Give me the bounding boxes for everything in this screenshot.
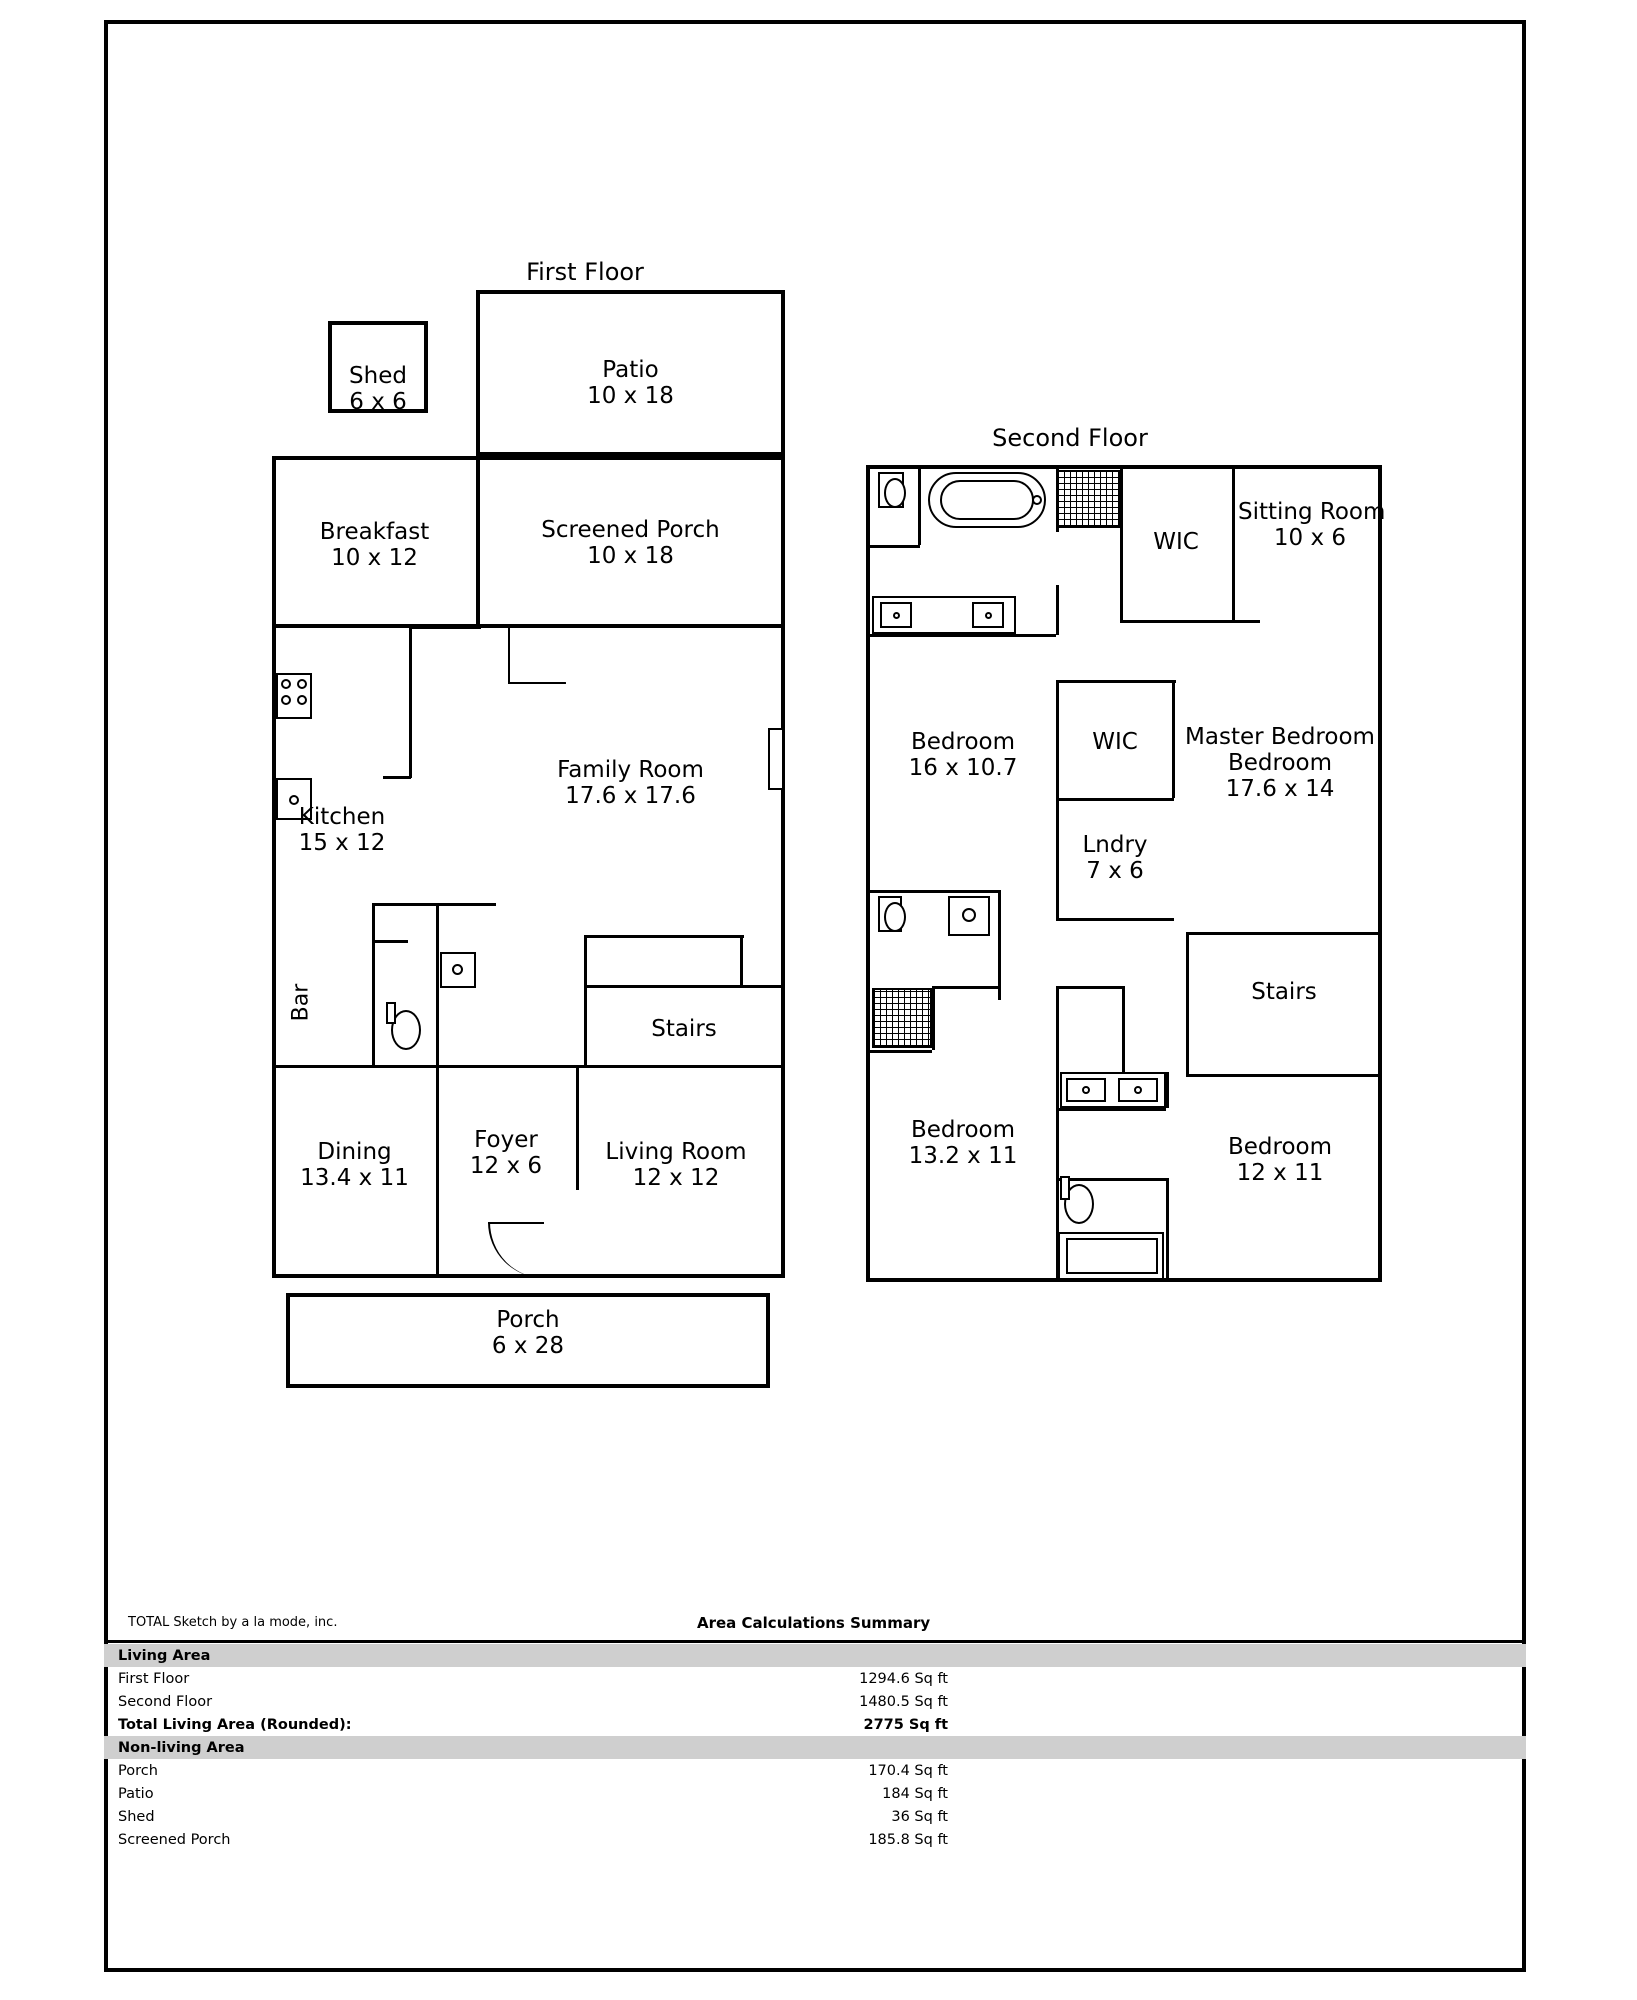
wall-wc-right (918, 467, 921, 545)
wall-breakfast-bottom (272, 624, 785, 628)
vanity-drain-icon (1134, 1086, 1142, 1094)
wall-bath-right-upper (1056, 468, 1059, 532)
summary-row: Patio 184 Sq ft (118, 1785, 948, 1802)
room-label-bedroom-3: Bedroom 12 x 11 (1227, 1134, 1333, 1186)
window-icon (768, 728, 784, 790)
toilet-icon (884, 902, 906, 932)
wall-kitchen-top-stub (409, 626, 481, 629)
stove-burner-icon (297, 679, 307, 689)
summary-heading-living: Living Area (104, 1644, 1526, 1667)
room-label-sitting-room: Sitting Room 10 x 6 (1238, 499, 1386, 551)
bathtub-drain-icon (1032, 495, 1042, 505)
vanity-drain-icon (962, 908, 976, 922)
room-label-wic-center: WIC (1092, 729, 1138, 755)
wall-jj-bottom (1056, 1108, 1166, 1111)
summary-row: Porch 170.4 Sq ft (118, 1762, 948, 1779)
wall-bath-bottom (866, 634, 1056, 637)
room-label-dining: Dining 13.4 x 11 (300, 1139, 409, 1191)
wall-lowbath-top (1056, 1178, 1166, 1181)
kitchen-sink-drain-icon (289, 795, 299, 805)
room-label-stairs-second: Stairs (1251, 979, 1317, 1005)
wall-lowbath-right (1166, 1178, 1169, 1282)
wall-bath-right-lower (1056, 585, 1059, 635)
wall-wic-lndry-div (1056, 798, 1174, 801)
bathtub-basin-icon (940, 480, 1034, 520)
summary-heading-nonliving: Non-living Area (104, 1736, 1526, 1759)
wall-powder-left (372, 903, 375, 1068)
wall-jj-right (1166, 1072, 1169, 1108)
wall-center-top (1056, 680, 1176, 683)
wall-lndry-bottom (1056, 918, 1174, 921)
room-label-wic-upper: WIC (1153, 529, 1199, 555)
stove-burner-icon (297, 695, 307, 705)
room-label-porch: Porch 6 x 28 (491, 1307, 565, 1359)
shower-icon (1056, 470, 1120, 528)
room-label-bedroom-1: Bedroom 16 x 10.7 (908, 729, 1018, 781)
wall-lower-center-right (1122, 986, 1125, 1072)
room-label-stairs-first: Stairs (651, 1016, 717, 1042)
room-label-bar: Bar (288, 983, 314, 1022)
wall-powder-stub (372, 940, 408, 943)
wall-sitting-left (1232, 468, 1235, 620)
first-floor-title: First Floor (526, 258, 644, 286)
wall-stairs-top (584, 935, 744, 938)
toilet-tank-icon (386, 1002, 396, 1024)
summary-row: Screened Porch 185.8 Sq ft (118, 1831, 948, 1848)
summary-top-rule (104, 1640, 1526, 1643)
wall-stairs2-top (1186, 932, 1382, 935)
wall-shower-bottom (866, 1050, 932, 1053)
room-label-kitchen: Kitchen 15 x 12 (298, 804, 386, 856)
vanity-drain-icon (893, 612, 900, 619)
summary-title: Area Calculations Summary (697, 1614, 931, 1632)
room-label-breakfast: Breakfast 10 x 12 (319, 519, 430, 571)
sketch-credit: TOTAL Sketch by a la mode, inc. (128, 1615, 338, 1630)
wall-lower-center-top (1056, 986, 1124, 989)
room-label-laundry: Lndry 7 x 6 (1082, 832, 1148, 884)
wall-stairs-mid (584, 985, 784, 988)
room-label-screened-porch: Screened Porch 10 x 18 (541, 517, 720, 569)
wall-lower-divider (272, 1065, 785, 1068)
wall-powder-right (436, 903, 439, 1068)
vanity-drain-icon (985, 612, 992, 619)
shower-icon (872, 988, 932, 1048)
vanity-drain-icon (452, 964, 463, 975)
room-label-foyer: Foyer 12 x 6 (469, 1127, 543, 1179)
summary-row-total: Total Living Area (Rounded): 2775 Sq ft (118, 1716, 948, 1733)
wall-powder-top (372, 903, 496, 906)
wall-shower-right (932, 986, 935, 1050)
wall-kitchen-pantry (383, 776, 411, 779)
wall-stairs2-bottom (1186, 1074, 1382, 1077)
wall-kitchen-right-upper (409, 626, 412, 778)
wall-hallbath-top (866, 890, 998, 893)
summary-row: Second Floor 1480.5 Sq ft (118, 1693, 948, 1710)
room-label-master-bedroom: Master Bedroom Bedroom 17.6 x 14 (1185, 724, 1375, 802)
bathtub-basin-icon (1066, 1238, 1158, 1274)
wall-shower-top (932, 986, 998, 989)
wall-stairs-left (584, 935, 587, 1065)
toilet-icon (884, 478, 906, 508)
second-floor-title: Second Floor (992, 424, 1148, 452)
summary-row: Shed 36 Sq ft (118, 1808, 948, 1825)
wall-hallbath-right (998, 890, 1001, 1000)
area-summary-table (104, 1644, 1526, 1851)
wall-wic-bottom (1120, 620, 1260, 623)
room-label-living-room: Living Room 12 x 12 (605, 1139, 747, 1191)
toilet-tank-icon (1060, 1176, 1070, 1200)
room-label-patio: Patio 10 x 18 (587, 357, 674, 409)
stove-burner-icon (281, 679, 291, 689)
room-label-shed: Shed 6 x 6 (349, 363, 407, 415)
wall-wc-bottom (870, 545, 920, 548)
stove-burner-icon (281, 695, 291, 705)
room-label-family-room: Family Room 17.6 x 17.6 (557, 757, 704, 809)
summary-row: First Floor 1294.6 Sq ft (118, 1670, 948, 1687)
wall-stairs-right (740, 935, 743, 985)
room-label-bedroom-2: Bedroom 13.2 x 11 (908, 1117, 1018, 1169)
vanity-drain-icon (1082, 1086, 1090, 1094)
